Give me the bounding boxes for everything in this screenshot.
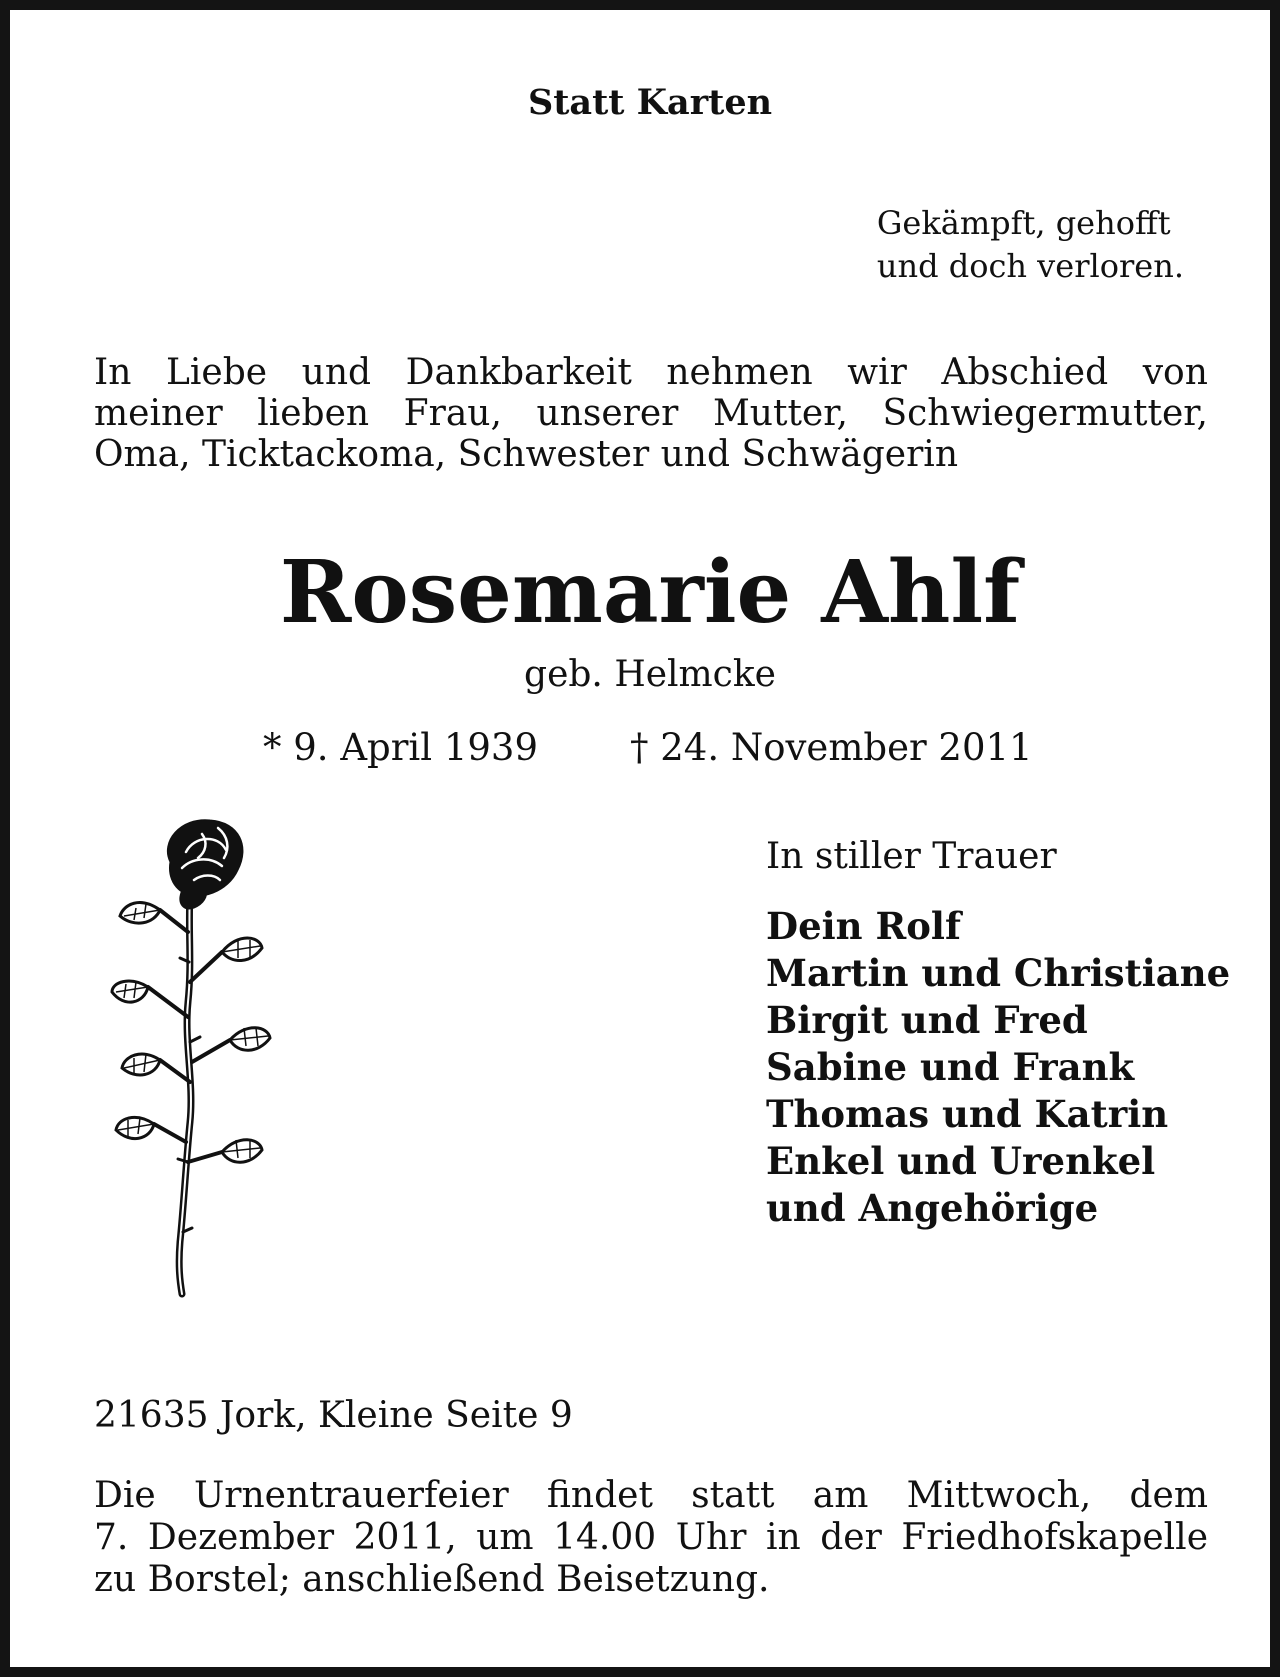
intro-word: Dankbarkeit bbox=[405, 352, 632, 393]
ceremony-line-2 bbox=[94, 1517, 1208, 1559]
family-member: Birgit und Fred bbox=[766, 998, 1088, 1042]
intro-line-2 bbox=[94, 393, 1208, 434]
ceremony-word: dem bbox=[1129, 1475, 1208, 1516]
intro-word: Mutter, bbox=[712, 393, 848, 434]
intro-word: Liebe bbox=[165, 352, 268, 393]
family-member: Martin und Christiane bbox=[766, 951, 1231, 995]
intro-word: Schwiegermutter, bbox=[882, 393, 1208, 434]
intro-word: meiner bbox=[94, 393, 223, 434]
ceremony-word: statt bbox=[691, 1475, 775, 1516]
ceremony-text bbox=[94, 1475, 1208, 1601]
family-member: Sabine und Frank bbox=[766, 1045, 1135, 1089]
birth-date: * 9. April 1939 bbox=[263, 726, 539, 769]
ceremony-line-1 bbox=[94, 1475, 1208, 1517]
death-date: † 24. November 2011 bbox=[630, 726, 1033, 769]
intro-word: nehmen bbox=[666, 352, 813, 393]
maiden-name: geb. Helmcke bbox=[524, 654, 776, 695]
family-member: und Angehörige bbox=[766, 1186, 1099, 1230]
ceremony-word: 7. bbox=[94, 1517, 129, 1558]
ceremony-word: Die bbox=[94, 1475, 156, 1516]
intro-word: lieben bbox=[257, 393, 370, 434]
intro-word: In bbox=[94, 352, 132, 393]
family-member: Dein Rolf bbox=[766, 904, 961, 948]
intro-word: wir bbox=[847, 352, 907, 393]
ceremony-word: am bbox=[812, 1475, 869, 1516]
header-statt-karten: Statt Karten bbox=[527, 82, 773, 123]
intro-word: Abschied bbox=[941, 352, 1109, 393]
motto-line-1: Gekämpft, gehofft bbox=[876, 204, 1171, 242]
mourning-label: In stiller Trauer bbox=[766, 836, 1057, 877]
deceased-name: Rosemarie Ahlf bbox=[279, 542, 1021, 643]
intro-line-3: Oma, Ticktackoma, Schwester und Schwägerin bbox=[94, 434, 958, 475]
ceremony-word: Uhr bbox=[675, 1517, 747, 1558]
intro-word: und bbox=[301, 352, 372, 393]
intro-text bbox=[94, 352, 1208, 475]
ceremony-word: Urnentrauerfeier bbox=[193, 1475, 509, 1516]
intro-word: von bbox=[1142, 352, 1208, 393]
ceremony-line-3: zu Borstel; anschließend Beisetzung. bbox=[94, 1559, 770, 1600]
family-list bbox=[766, 903, 1230, 1232]
ceremony-word: Friedhofskapelle bbox=[901, 1517, 1208, 1558]
intro-word: unserer bbox=[536, 393, 679, 434]
ceremony-word: 2011, bbox=[353, 1517, 457, 1558]
ceremony-word: der bbox=[820, 1517, 882, 1558]
ceremony-word: 14.00 bbox=[553, 1517, 657, 1558]
intro-word: Frau, bbox=[403, 393, 502, 434]
ceremony-word: um bbox=[476, 1517, 534, 1558]
address: 21635 Jork, Kleine Seite 9 bbox=[94, 1395, 573, 1436]
motto bbox=[877, 202, 1184, 288]
family-member: Enkel und Urenkel bbox=[766, 1139, 1156, 1183]
ceremony-word: Mittwoch, bbox=[906, 1475, 1092, 1516]
family-member: Thomas und Katrin bbox=[766, 1092, 1169, 1136]
rose-icon bbox=[110, 812, 280, 1302]
ceremony-word: findet bbox=[546, 1475, 653, 1516]
intro-line-1 bbox=[94, 352, 1208, 393]
motto-line-2: und doch verloren. bbox=[876, 247, 1184, 285]
ceremony-word: in bbox=[765, 1517, 801, 1558]
ceremony-word: Dezember bbox=[147, 1517, 335, 1558]
